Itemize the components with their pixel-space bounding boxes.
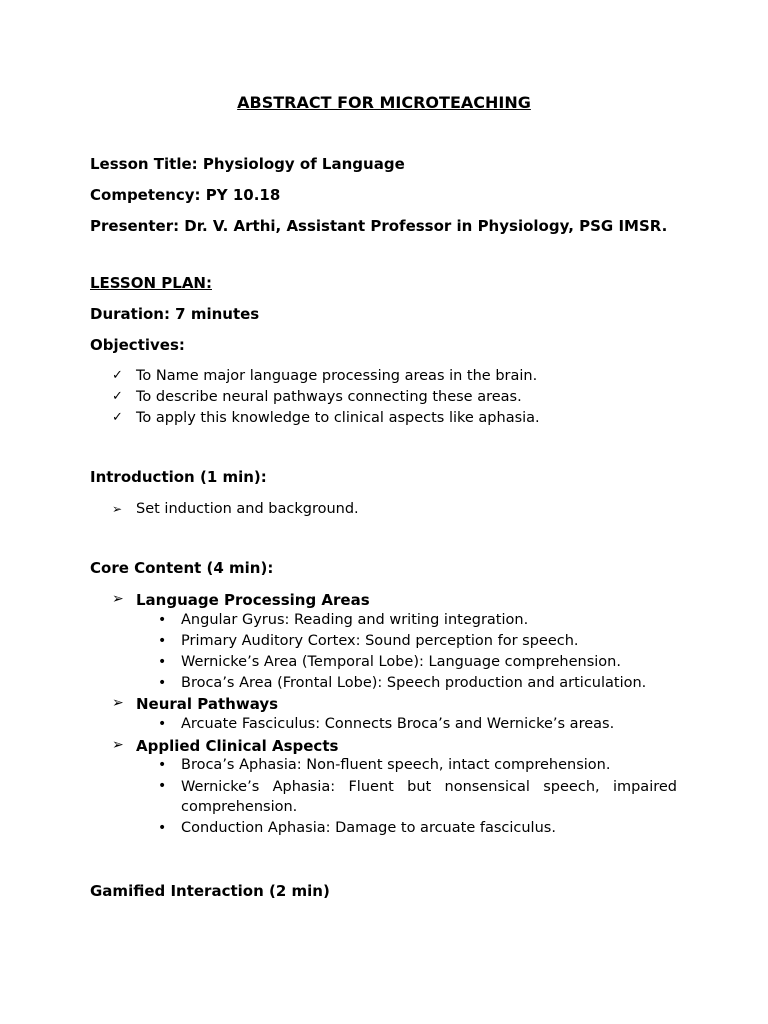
checkmark-icon: ✓ (112, 410, 123, 425)
document-title: ABSTRACT FOR MICROTEACHING (237, 93, 531, 112)
list-item: Primary Auditory Cortex: Sound perception for speech. (181, 633, 579, 649)
checkmark-icon: ✓ (112, 389, 123, 404)
lesson-plan-heading: LESSON PLAN: (90, 274, 212, 292)
competency: Competency: PY 10.18 (90, 186, 281, 204)
lesson-title: Lesson Title: Physiology of Language (90, 155, 405, 173)
objective-item: To Name major language processing areas in the brain. (136, 368, 538, 384)
duration: Duration: 7 minutes (90, 305, 260, 323)
list-item: Broca’s Aphasia: Non-fluent speech, intact comprehension. (181, 757, 611, 773)
checkmark-icon: ✓ (112, 368, 123, 383)
list-item: Broca’s Area (Frontal Lobe): Speech production and articulation. (181, 675, 647, 691)
objective-item: To describe neural pathways connecting these areas. (136, 389, 522, 405)
arrow-icon: ➢ (112, 737, 124, 753)
gamified-heading: Gamified Interaction (2 min) (90, 882, 330, 900)
list-item: Conduction Aphasia: Damage to arcuate fasciculus. (181, 820, 556, 836)
objectives-heading: Objectives: (90, 336, 185, 354)
introduction-heading: Introduction (1 min): (90, 468, 267, 486)
bullet-icon: • (158, 716, 167, 732)
arrow-icon: ➢ (112, 695, 124, 711)
list-item-continuation: comprehension. (181, 799, 298, 815)
presenter: Presenter: Dr. V. Arthi, Assistant Professor in Physiology, PSG IMSR. (90, 217, 668, 235)
bullet-icon: • (158, 612, 167, 628)
bullet-icon: • (158, 675, 167, 691)
bullet-icon: • (158, 778, 167, 794)
bullet-icon: • (158, 757, 167, 773)
list-item: Arcuate Fasciculus: Connects Broca’s and Wernicke’s areas. (181, 716, 615, 732)
arrow-icon: ➢ (112, 502, 123, 516)
section-heading: Neural Pathways (136, 695, 279, 713)
list-item: Wernicke’s Aphasia: Fluent but nonsensical speech, impaired (181, 779, 677, 795)
section-heading: Language Processing Areas (136, 591, 370, 609)
bullet-icon: • (158, 820, 167, 836)
list-item: Angular Gyrus: Reading and writing integration. (181, 612, 529, 628)
introduction-item: Set induction and background. (136, 501, 359, 517)
arrow-icon: ➢ (112, 591, 124, 607)
bullet-icon: • (158, 633, 167, 649)
list-item: Wernicke’s Area (Temporal Lobe): Language comprehension. (181, 654, 621, 670)
core-content-heading: Core Content (4 min): (90, 559, 274, 577)
objective-item: To apply this knowledge to clinical aspects like aphasia. (136, 410, 540, 426)
bullet-icon: • (158, 654, 167, 670)
section-heading: Applied Clinical Aspects (136, 737, 339, 755)
